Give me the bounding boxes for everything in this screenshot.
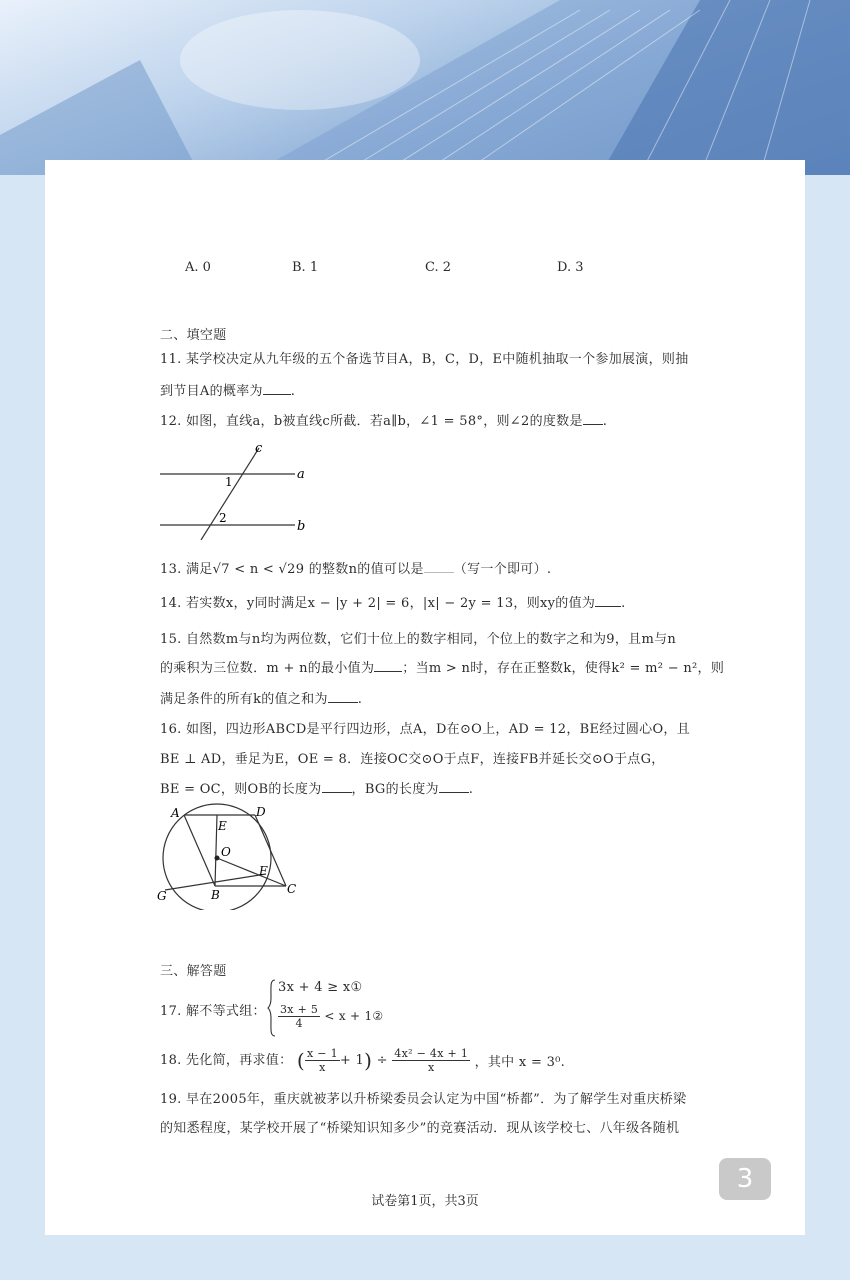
fig12-label-a: a (297, 467, 305, 482)
q11-line2: 到节目A的概率为 . (160, 384, 296, 399)
q17-inequality-2: $\frac{3x + 5}{4}$ < x + 1② (280, 1003, 384, 1030)
q17-inequality-1: 3x + 4 ≥ x① (278, 980, 363, 995)
q16-answer-blank-1[interactable] (322, 780, 352, 793)
q15-answer-blank-2[interactable] (328, 690, 358, 703)
fig16-label-G: G (157, 889, 167, 903)
q17-label: 17. 解不等式组： (160, 1004, 266, 1019)
q18-fraction-1: $\frac{x - 1}{x}$ (306, 1047, 338, 1074)
building-graphic (0, 0, 850, 175)
option-c: C. 2 (425, 260, 452, 275)
q14-answer-blank[interactable] (595, 594, 621, 607)
option-b: B. 1 (292, 260, 319, 275)
q19-line1: 19. 早在2005年，重庆就被茅以升桥梁委员会认定为中国“桥都”．为了解学生对重庆桥梁 (160, 1092, 687, 1107)
q16-line3: BE = OC，则OB的长度为 ，BG的长度为 . (160, 782, 474, 797)
fig16-label-D: D (256, 805, 266, 819)
fig16-label-A: A (171, 806, 180, 820)
section-fill-blank-heading: 二、填空题 (160, 328, 227, 343)
page-footer: 试卷第1页，共3页 (371, 1194, 479, 1209)
q12-line: 12. 如图，直线a，b被直线c所截．若a∥b，∠1 = 58°，则∠2的度数是 . (160, 414, 608, 429)
figure-parallel-lines (155, 440, 315, 540)
q16-line2: BE ⊥ AD，垂足为E，OE = 8．连接OC交⊙O于点F，连接FB并延长交⊙O于点G， (160, 752, 665, 767)
fig16-label-O: O (221, 845, 231, 859)
q11-line1: 11. 某学校决定从九年级的五个备选节目A，B，C，D，E中随机抽取一个参加展演，则抽 (160, 352, 689, 367)
figure-circle-parallelogram (155, 800, 315, 910)
q15-answer-blank-1[interactable] (374, 659, 402, 672)
q15-line3: 满足条件的所有k的值之和为 . (160, 692, 363, 707)
page-number-badge: 3 (719, 1158, 771, 1200)
fig12-label-1: 1 (225, 475, 233, 489)
fig12-label-c: c (255, 441, 263, 456)
fig16-label-C: C (287, 882, 297, 896)
q13-line: 13. 满足√7 < n < √29 的整数n的值可以是 （写一个即可）. (160, 562, 552, 577)
fig16-label-F: F (259, 864, 268, 878)
q11-answer-blank[interactable] (263, 382, 291, 395)
q13-answer-blank[interactable] (424, 560, 454, 573)
q17-fraction: $\frac{3x + 5}{4}$ (280, 1003, 319, 1030)
header-banner (0, 0, 850, 175)
section-answer-heading: 三、解答题 (160, 964, 227, 979)
q17-brace (267, 978, 277, 1038)
fig16-label-E: E (218, 819, 227, 833)
q12-answer-blank[interactable] (583, 412, 603, 425)
exam-page (45, 160, 805, 1235)
q19-line2: 的知悉程度，某学校开展了“桥梁知识知多少”的竞赛活动．现从该学校七、八年级各随机 (160, 1121, 680, 1136)
q16-answer-blank-2[interactable] (439, 780, 469, 793)
option-a: A. 0 (185, 260, 211, 275)
q15-line1: 15. 自然数m与n均为两位数，它们十位上的数字相同，个位上的数字之和为9，且m与n (160, 632, 677, 647)
q16-line1: 16. 如图，四边形ABCD是平行四边形，点A，D在⊙O上，AD = 12，BE经过圆心O，且 (160, 722, 691, 737)
fig12-label-2: 2 (219, 511, 227, 525)
q18-fraction-2: $\frac{\text{4x² − 4x + 1}}{x}$ (394, 1047, 469, 1074)
q18-line: 18. 先化简，再求值： ( $\frac{x - 1}{x}$ + 1) ÷ $\frac{\text{4x² − 4x + 1}}{x}$ ，其中 x = 3⁰. (160, 1047, 566, 1074)
q15-line2: 的乘积为三位数．m + n的最小值为 ；当m > n时，存在正整数k，使得k² = m² − n²，则 (160, 661, 725, 676)
fig12-label-b: b (297, 519, 306, 534)
fig16-label-B: B (211, 888, 220, 902)
q14-line: 14. 若实数x，y同时满足x − |y + 2| = 6，|x| − 2y = 13，则xy的值为 . (160, 596, 626, 611)
option-d: D. 3 (557, 260, 584, 275)
